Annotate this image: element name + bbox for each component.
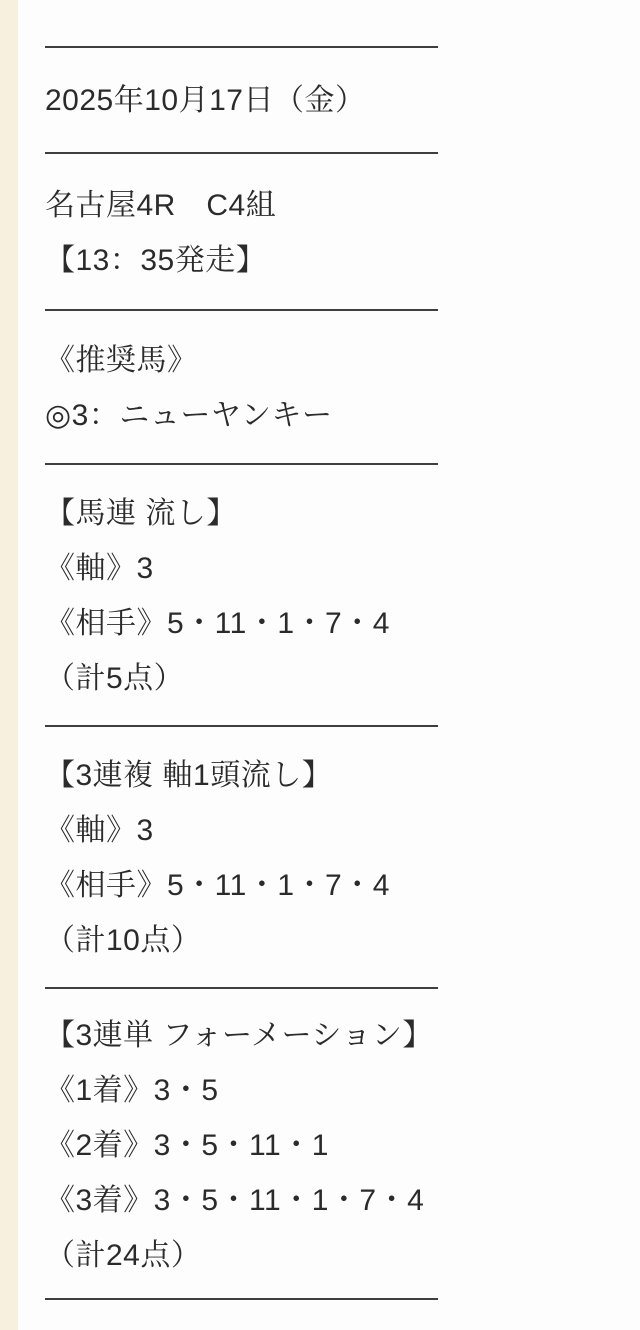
bet-third-place-line: 《3着》3・5・11・1・7・4 [45,1184,425,1217]
recommendation-title: 《推奨馬》 [45,344,198,377]
bet-total-points-line: （計5点） [45,662,185,695]
section-bet-sanrenpuku-nagashi [45,727,605,987]
section-bet-sanrentan-formation [45,989,605,1298]
bet-total-points-line: （計10点） [45,924,202,957]
section-recommended-horse [45,311,605,463]
bet-partners-line: 《相手》5・11・1・7・4 [45,869,390,902]
bet-title: 【3連複 軸1頭流し】 [45,759,333,792]
section-bet-umaren-nagashi [45,465,605,725]
section-divider [45,1298,438,1300]
recommendation-horse: ◎3：ニューヤンキー [45,399,333,432]
top-spacer [45,0,605,46]
bet-partners-line: 《相手》5・11・1・7・4 [45,607,390,640]
race-name: 名古屋4R C4組 [45,189,277,222]
content-area [45,0,605,1300]
bet-second-place-line: 《2着》3・5・11・1 [45,1129,329,1162]
race-date: 2025年10月17日（金） [45,84,366,117]
bet-axis-line: 《軸》3 [45,552,154,585]
section-race-info [45,154,605,309]
bet-axis-line: 《軸》3 [45,814,154,847]
left-edge-strip [0,0,18,1330]
race-start-time: 【13：35発走】 [45,244,267,277]
bet-total-points-line: （計24点） [45,1239,202,1272]
section-date [45,48,605,152]
bet-title: 【3連単 フォーメーション】 [45,1019,433,1052]
bet-title: 【馬連 流し】 [45,497,237,530]
bet-first-place-line: 《1着》3・5 [45,1074,219,1107]
